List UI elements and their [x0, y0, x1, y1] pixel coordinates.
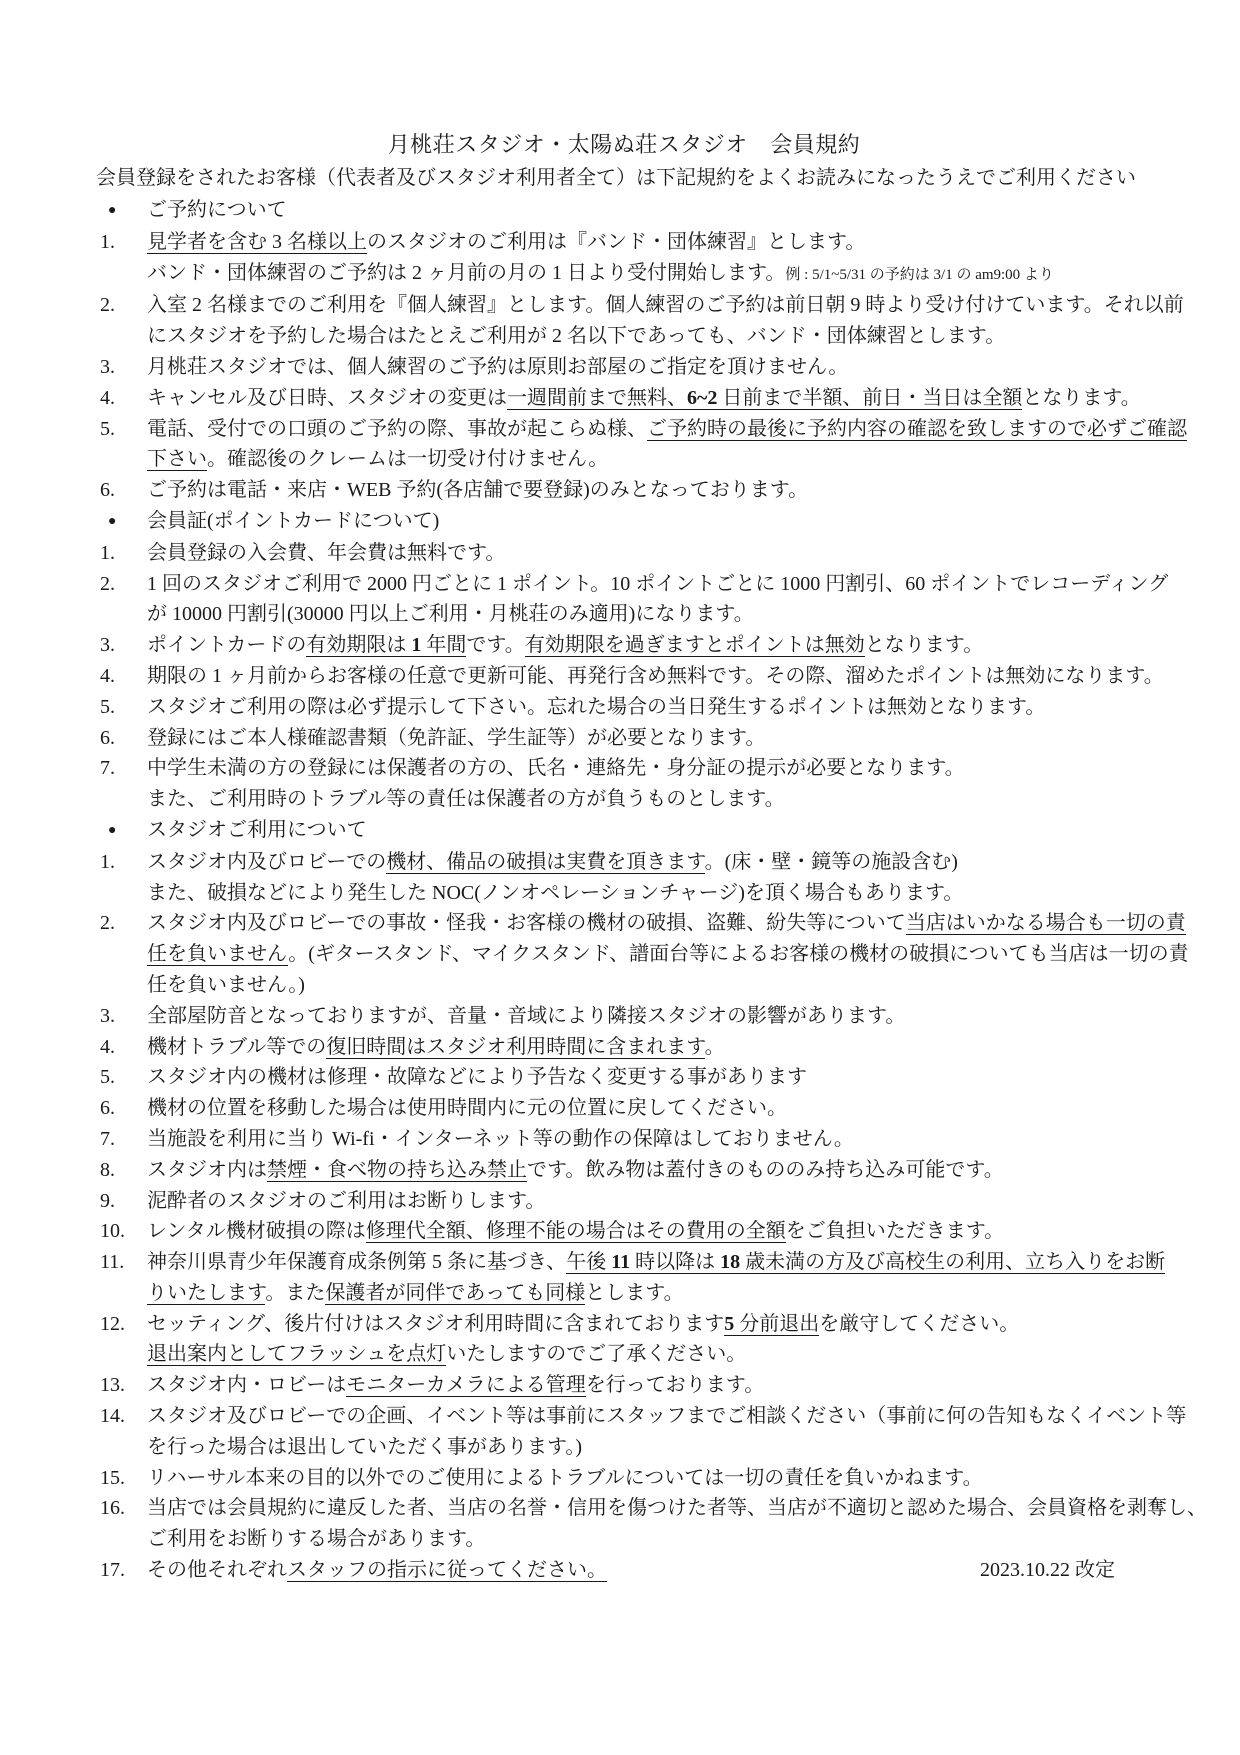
text-segment: 会員登録の入会費、年会費は無料です。 — [147, 541, 506, 564]
text-segment: 1 回のスタジオご利用で 2000 円ごとに 1 ポイント。10 ポイントごとに 1000 円割引、60 ポイントでレコーディング — [147, 572, 1169, 595]
text-segment: 午後 — [566, 1251, 612, 1274]
rule-number: 13. — [100, 1374, 125, 1397]
section-heading — [100, 195, 1148, 227]
text-segment: 機材、備品の破損は実費を頂きます — [386, 850, 705, 873]
rule-number: 6. — [100, 726, 115, 749]
rule-line — [100, 1432, 1148, 1463]
rule-number: 16. — [100, 1497, 125, 1520]
rule-line — [100, 1216, 1148, 1247]
rule-number: 3. — [100, 634, 115, 657]
rule-number: 2. — [100, 572, 115, 595]
text-segment: が 10000 円割引(30000 円以上ご利用・月桃荘のみ適用)になります。 — [147, 603, 754, 626]
rule-line — [100, 908, 1186, 939]
text-segment: スタジオ内及びロビーでの — [147, 850, 387, 873]
rule-line — [100, 444, 1148, 475]
rule-number: 3. — [100, 355, 115, 378]
section-heading-label: ご予約について — [147, 199, 287, 221]
rule-line — [100, 1309, 1148, 1340]
text-segment: 。(床・壁・鏡等の施設含む) — [704, 850, 958, 873]
text-segment: をご負担いただきます。 — [785, 1220, 1005, 1243]
text-segment: レンタル機材破損の際は — [147, 1220, 366, 1243]
rule-number: 3. — [100, 1004, 115, 1027]
rule-number: 12. — [100, 1312, 125, 1335]
text-segment: 1 — [411, 634, 422, 657]
text-segment: 退出案内としてフラッシュを点灯 — [147, 1343, 447, 1366]
text-segment: とします。 — [585, 1281, 684, 1304]
text-segment: 登録にはご本人様確認書類（免許証、学生証等）が必要となります。 — [147, 726, 766, 749]
text-segment: を行った場合は退出していただく事があります。) — [147, 1435, 583, 1458]
text-segment: 当店はいかなる場合も一切の責 — [905, 912, 1186, 935]
text-segment: 復旧時間はスタジオ利用時間に含まれます — [326, 1035, 705, 1058]
text-segment: 電話、受付での口頭のご予約の際、事故が起こらぬ様、 — [147, 417, 647, 440]
rule-line — [100, 383, 1148, 414]
rule-number: 9. — [100, 1189, 115, 1212]
rule-number: 1. — [100, 850, 115, 873]
rule-line — [100, 630, 1148, 661]
rule-line — [100, 878, 1148, 909]
document-title: 月桃荘スタジオ・太陽ぬ荘スタジオ 会員規約 — [387, 132, 861, 157]
rule-line — [100, 599, 1148, 630]
rule-line — [100, 939, 1189, 970]
text-segment: スタジオ内及びロビーでの事故・怪我・お客様の機材の破損、盗難、紛失等について — [147, 912, 906, 935]
text-segment: のスタジオのご利用は『バンド・団体練習』とします。 — [367, 230, 866, 253]
section-heading-label: スタジオご利用について — [147, 818, 367, 841]
text-segment: 6~2 — [687, 386, 718, 409]
rule-line — [100, 847, 1148, 878]
text-segment: 見学者を含む 3 名様以上 — [147, 230, 367, 253]
text-segment: りいたします — [147, 1281, 266, 1304]
rule-line — [100, 692, 1148, 723]
text-segment: 下さい — [147, 448, 207, 471]
rule-number: 4. — [100, 664, 115, 687]
rule-line — [100, 1093, 1148, 1124]
text-segment: です。飲み物は蓋付きのもののみ持ち込み可能です。 — [527, 1158, 1004, 1181]
rule-number: 10. — [100, 1220, 125, 1243]
rule-line — [100, 1401, 1187, 1432]
text-segment: 当施設を利用に当り Wi-fi・インターネット等の動作の保障はしておりません。 — [147, 1127, 854, 1150]
rule-line — [100, 784, 1148, 815]
text-segment: キャンセル及び日時、スタジオの変更は — [147, 386, 507, 409]
rule-line — [100, 1524, 1148, 1555]
rule-number: 1. — [100, 541, 115, 564]
bullet-icon: ● — [108, 203, 117, 218]
rule-line — [100, 1278, 1148, 1309]
rule-number: 4. — [100, 386, 115, 409]
rule-number: 6. — [100, 1097, 115, 1120]
rule-line — [100, 1493, 1207, 1524]
text-segment: セッティング、後片付けはスタジオ利用時間に含まれております — [147, 1312, 725, 1335]
rule-line — [100, 1247, 1166, 1278]
rule-number: 5. — [100, 695, 115, 718]
text-segment: バンド・団体練習のご予約は 2 ヶ月前の月の 1 日より受付開始します。 — [147, 261, 786, 284]
rule-line — [100, 723, 1148, 754]
rule-line — [100, 1001, 1148, 1032]
rule-number: 4. — [100, 1035, 115, 1058]
text-segment: 一週間前まで無料、 — [507, 386, 687, 409]
text-segment: スタジオ及びロビーでの企画、イベント等は事前にスタッフまでご相談ください（事前に何の告知もなくイベント等 — [147, 1405, 1187, 1428]
rule-line — [100, 538, 1148, 569]
text-segment: 保護者が同伴であっても同様 — [325, 1281, 586, 1304]
text-segment: 。(ギタースタンド、マイクスタンド、譜面台等によるお客様の機材の破損についても当店は一切の責 — [288, 943, 1189, 966]
text-segment: 期限の 1 ヶ月前からお客様の任意で更新可能、再発行含め無料です。その際、溜めたポイントは無効になります。 — [147, 664, 1164, 687]
rule-number: 5. — [100, 1066, 115, 1089]
text-segment: 11 — [611, 1251, 631, 1274]
text-segment: にスタジオを予約した場合はたとえご利用が 2 名以下であっても、バンド・団体練習とします。 — [147, 325, 1006, 348]
rule-number: 1. — [100, 230, 115, 253]
text-segment: 5 — [724, 1312, 735, 1335]
text-segment: 18 — [720, 1251, 741, 1274]
rule-line — [100, 321, 1148, 352]
revision-note: 2023.10.22 改定 — [980, 1559, 1115, 1582]
text-segment: 機材の位置を移動した場合は使用時間内に元の位置に戻してください。 — [147, 1097, 787, 1120]
rule-line — [100, 1062, 1148, 1093]
rule-line — [100, 1155, 1148, 1186]
text-segment: 入室 2 名様までのご利用を『個人練習』とします。個人練習のご予約は前日朝 9 時より受け付けています。それ以前 — [147, 294, 1184, 317]
text-segment: リハーサル本来の目的以外でのご使用によるトラブルについては一切の責任を負いかねます。 — [147, 1466, 983, 1489]
document-intro: 会員登録をされたお客様（代表者及びスタジオ利用者全て）は下記規約をよくお読みになったうえでご利用ください — [96, 167, 1136, 189]
rule-line — [100, 290, 1184, 321]
text-segment: ポイントカードの — [147, 634, 307, 657]
rule-number: 17. — [100, 1559, 125, 1582]
rule-line — [100, 352, 1148, 383]
rule-line — [100, 1032, 1148, 1063]
rule-number: 5. — [100, 417, 115, 440]
rule-line — [100, 970, 1148, 1001]
rule-number: 8. — [100, 1158, 115, 1181]
rule-line — [100, 1555, 1148, 1586]
text-segment: ご予約時の最後に予約内容の確認を致しますので必ずご確認 — [647, 417, 1187, 440]
text-segment: 。また — [265, 1281, 326, 1304]
rule-line — [100, 414, 1187, 445]
text-segment: 全部屋防音となっておりますが、音量・音域により隣接スタジオの影響があります。 — [147, 1004, 906, 1027]
rule-line — [100, 569, 1169, 600]
text-segment: 任を負いません — [147, 943, 289, 966]
section-heading — [100, 506, 1148, 538]
text-segment: 歳未満の方及び高校生の利用、立ち入りをお断 — [740, 1251, 1166, 1274]
text-segment: 。確認後のクレームは一切受け付けません。 — [207, 448, 609, 471]
text-segment: 有効期限を過ぎますとポイントは無効 — [524, 634, 865, 657]
text-segment: ご予約は電話・来店・WEB 予約(各店舗で要登録)のみとなっております。 — [147, 479, 809, 502]
text-segment: 日前まで半額、前日・当日は全額 — [717, 386, 1023, 409]
text-segment: 泥酔者のスタジオのご利用はお断りします。 — [147, 1189, 546, 1212]
rule-line — [100, 1124, 1148, 1155]
text-segment: モニターカメラによる管理 — [346, 1374, 586, 1397]
text-segment: 中学生未満の方の登録には保護者の方の、氏名・連絡先・身分証の提示が必要となります。 — [147, 757, 965, 780]
text-segment: 禁煙・食べ物の持ち込み禁止 — [267, 1158, 527, 1181]
rule-number: 7. — [100, 1127, 115, 1150]
document-body — [100, 195, 1207, 1586]
rule-line — [100, 1370, 1148, 1401]
text-segment: ご利用をお断りする場合があります。 — [147, 1528, 486, 1551]
text-segment: 修理代全額、修理不能の場合はその費用の全額 — [365, 1220, 786, 1243]
text-segment: また、ご利用時のトラブル等の責任は保護者の方が負うものとします。 — [147, 788, 785, 811]
text-segment: スタジオ内の機材は修理・故障などにより予告なく変更する事があります — [147, 1066, 807, 1089]
rule-line — [100, 1339, 1148, 1370]
rule-line — [100, 475, 1148, 506]
text-segment: 当店では会員規約に違反した者、当店の名誉・信用を傷つけた者等、当店が不適切と認めた場合、会員資格を剥奪し、 — [147, 1497, 1207, 1520]
text-segment: 時以降は — [630, 1251, 721, 1274]
bullet-icon: ● — [108, 822, 117, 838]
text-segment: いたしますのでご了承ください。 — [446, 1343, 747, 1366]
text-segment: スタジオ内・ロビーは — [147, 1374, 347, 1397]
text-segment: となります。 — [1022, 386, 1141, 409]
text-segment: 機材トラブル等での — [147, 1035, 327, 1058]
rule-number: 7. — [100, 757, 115, 780]
rule-line — [100, 1186, 1148, 1217]
rule-number: 15. — [100, 1466, 125, 1489]
text-segment: 。 — [704, 1035, 725, 1058]
text-segment: 有効期限は — [306, 634, 412, 657]
note-text: 例 : 5/1~5/31 の予約は 3/1 の am9:00 より — [785, 266, 1054, 283]
section-heading-label: 会員証(ポイントカードについて) — [147, 509, 440, 532]
text-segment: 任を負いません。) — [147, 973, 305, 996]
text-segment: スタジオご利用の際は必ず提示して下さい。忘れた場合の当日発生するポイントは無効となります。 — [147, 695, 1046, 718]
rule-line — [100, 753, 1148, 784]
text-segment: また、破損などにより発生した NOC(ノンオペレーションチャージ)を頂く場合もあります。 — [147, 881, 964, 904]
text-segment: 分前退出 — [734, 1312, 820, 1335]
text-segment: その他それぞれ — [147, 1559, 287, 1582]
rule-number: 2. — [100, 912, 115, 935]
text-segment: 年間 — [421, 634, 467, 657]
bullet-icon: ● — [108, 513, 117, 529]
rule-number: 6. — [100, 479, 115, 502]
section-heading — [100, 815, 1148, 847]
text-segment: 神奈川県青少年保護育成条例第 5 条に基づき、 — [147, 1251, 567, 1274]
rule-number: 11. — [100, 1251, 125, 1274]
text-segment: となります。 — [864, 634, 984, 657]
rule-line — [100, 1463, 1148, 1494]
rule-number: 14. — [100, 1405, 125, 1428]
text-segment: スタッフの指示に従ってください。 — [287, 1559, 607, 1582]
text-segment: 月桃荘スタジオでは、個人練習のご予約は原則お部屋のご指定を頂けません。 — [147, 355, 849, 378]
text-segment: を厳守してください。 — [819, 1312, 1020, 1335]
text-segment: です。 — [466, 634, 525, 657]
rule-line — [100, 661, 1164, 692]
rule-line — [100, 227, 1148, 258]
rule-line — [100, 258, 1148, 291]
text-segment: を行っております。 — [585, 1374, 765, 1397]
rule-number: 2. — [100, 294, 115, 317]
text-segment: スタジオ内は — [147, 1158, 267, 1181]
